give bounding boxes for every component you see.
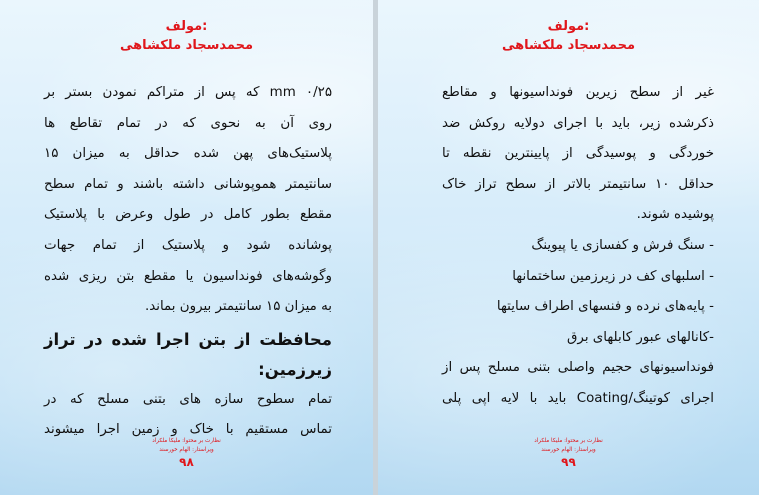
text-line: به میزان ۱۵ سانتیمتر بیرون بماند. — [144, 299, 332, 315]
bullet-list — [442, 231, 714, 353]
author-name: محمدسجاد ملکشاهی — [119, 38, 254, 53]
footer-proofreader-line: ویراستار: الهام خورسند — [541, 447, 596, 453]
right-page — [378, 0, 759, 495]
text-line: پوشیده شوند. — [636, 207, 714, 223]
author-label: مولف: — [165, 19, 208, 34]
text-line: اجرای کوتینگ/Coating باید با لایه اپی پلی — [442, 390, 714, 406]
footer-editor-line: نظارت بر محتوا: ملیکا ملکراد — [152, 438, 221, 444]
text-line: سانتیمتر هموپوشانی داشته باشند و تمام سطح — [44, 176, 332, 192]
paragraph — [442, 78, 714, 231]
paragraph — [442, 353, 714, 414]
author-block — [0, 17, 373, 55]
paragraph — [44, 78, 332, 323]
author-label: مولف: — [547, 19, 590, 34]
text-line: مقطع بطور کامل در طول وعرض با پلاستیک — [44, 207, 332, 223]
text-line: فونداسیونهای حجیم واصلی بتنی مسلح پس از — [442, 360, 714, 376]
list-item: - اسلبهای کف در زیرزمین ساختمانها — [512, 268, 714, 284]
list-item: -کانالهای عبور کابلهای برق — [567, 329, 714, 345]
page-footer — [0, 437, 373, 469]
text-line: پوشانده شود و پلاستیک از تمام جهات — [44, 237, 332, 253]
left-page — [0, 0, 373, 495]
page-number: ۹۸ — [179, 455, 194, 469]
page-footer — [378, 437, 759, 469]
page-text — [44, 78, 332, 446]
text-line: وگوشه‌های فونداسیون یا مقطع بتن ریزی شده — [44, 268, 332, 284]
text-line: غیر از سطح زیرین فونداسیونها و مقاطع — [442, 85, 714, 100]
text-line: پلاستیک‌های پهن شده حداقل به میزان ۱۵ — [44, 146, 332, 162]
text-line: خوردگی و پوسیدگی از پایینترین نقطه تا — [442, 146, 714, 162]
list-item: - سنگ فرش و کفسازی یا پیوینگ — [531, 237, 714, 253]
text-line: حداقل ۱۰ سانتیمتر بالاتر از سطح تراز خاک — [442, 176, 714, 192]
author-name: محمدسجاد ملکشاهی — [501, 38, 636, 53]
section-heading — [44, 325, 332, 385]
heading-line: محافظت از بتن اجرا شده در تراز — [44, 329, 332, 349]
footer-editor-line: نظارت بر محتوا: ملیکا ملکراد — [534, 438, 603, 444]
heading-line: زیرزمین: — [258, 359, 332, 379]
page-number: ۹۹ — [561, 455, 576, 469]
text-line: تماس مستقیم با خاک و زمین اجرا میشوند — [44, 422, 332, 438]
page-text — [442, 78, 714, 415]
text-line: ذکرشده زیر، باید با اجرای دولایه روکش ضد — [442, 115, 714, 131]
list-item: - پایه‌های نرده و فنسهای اطراف سایتها — [496, 299, 714, 315]
text-line: روی آن به نحوی که در تمام تقاطع ها — [44, 115, 332, 131]
text-line: ۰/۲۵ mm که پس از متراکم نمودن بستر بر — [44, 85, 333, 100]
footer-proofreader-line: ویراستار: الهام خورسند — [159, 447, 214, 453]
text-line: تمام سطوح سازه های بتنی مسلح که در — [44, 391, 332, 407]
author-block — [378, 17, 759, 55]
